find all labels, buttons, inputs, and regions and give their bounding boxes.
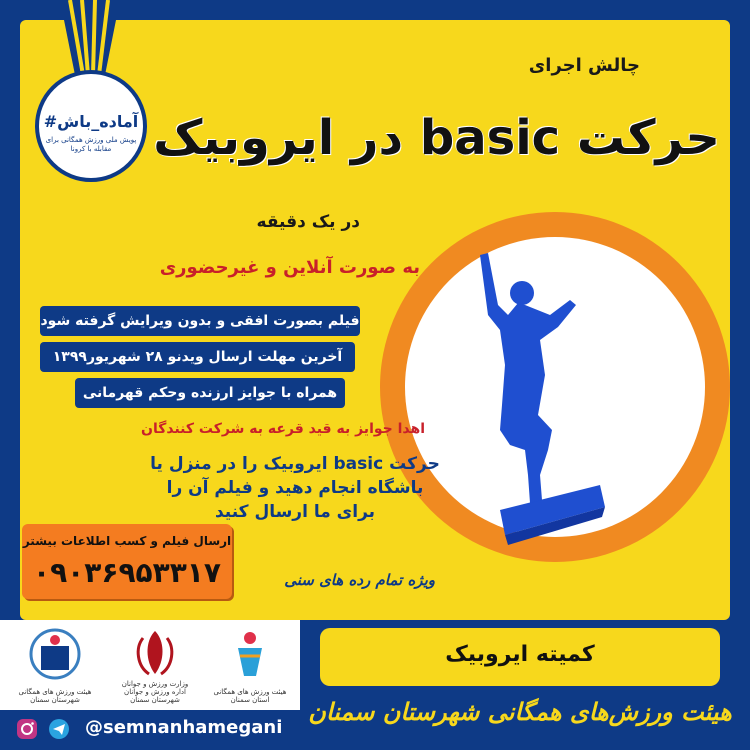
poster-subtitle: چالش اجرای — [528, 55, 640, 76]
instagram-icon[interactable] — [17, 719, 37, 739]
rule-pill-2: آخرین مهلت ارسال ویدنو ۲۸ شهریور۱۳۹۹ — [40, 342, 355, 372]
campaign-medal — [35, 70, 147, 182]
logo-caption: هیئت ورزش های همگانی شهرستان سمنان — [18, 688, 92, 704]
aerobic-athlete-icon — [430, 245, 610, 555]
raffle-note: اهدا جوایز به قید قرعه به شرکت کنندگان — [141, 421, 425, 437]
duration-text: در یک دقیقه — [256, 212, 360, 232]
logo-caption: هیئت ورزش های همگانی استان سمنان — [213, 688, 287, 704]
telegram-icon[interactable] — [49, 719, 69, 739]
committee-text: کمیته ایروبیک — [445, 642, 595, 667]
province-sport-logo — [210, 626, 290, 704]
instructions-text: حرکت basic ایروبیک را در منزل یا باشگاه انجام دهید و فیلم آن را برای ما ارسال کنید — [150, 454, 440, 522]
logo-strip — [0, 620, 300, 710]
ages-note: ویژه تمام رده های سنی — [284, 571, 435, 589]
medal-ribbon-icon — [55, 0, 125, 75]
logo-caption: وزارت ورزش و جوانان اداره ورزش و جوانان شهرستان سمنان — [121, 680, 189, 704]
contact-label: ارسال فیلم و کسب اطلاعات بیشتر — [22, 534, 232, 548]
contact-box[interactable] — [22, 524, 232, 599]
county-sport-logo — [15, 626, 95, 704]
county-sport-icon — [15, 626, 95, 686]
iran-emblem-icon — [115, 626, 195, 681]
medal-text: #آماده_باش — [43, 112, 139, 131]
organization-name: هیئت ورزش‌های همگانی شهرستان سمنان — [308, 698, 732, 726]
rule-pill-1: فیلم بصورت افقی و بدون ویرایش گرفته شود — [40, 306, 360, 336]
social-handle[interactable]: @semnanhamegani — [85, 717, 283, 738]
iran-emblem-logo — [115, 626, 195, 704]
poster-title: حرکت basic در ایروبیک — [153, 110, 720, 166]
committee-banner — [320, 628, 720, 686]
medal-subtext: پویش ملی ورزش همگانی برای مقابله با کرونا — [45, 136, 137, 153]
province-sport-icon — [210, 626, 290, 681]
rule-pill-3: همراه با جوایز ارزنده وحکم قهرمانی — [75, 378, 345, 408]
mode-text: به صورت آنلاین و غیرحضوری — [159, 257, 420, 278]
contact-phone[interactable]: ۰۹۰۳۶۹۵۳۳۱۷ — [33, 556, 221, 589]
social-icons — [15, 717, 79, 741]
